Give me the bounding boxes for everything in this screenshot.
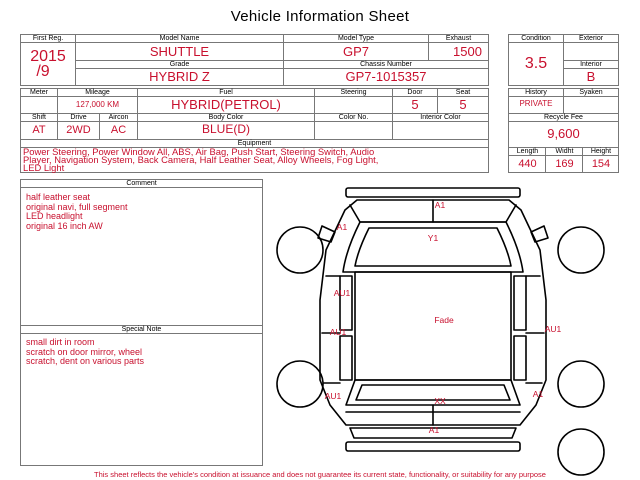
interior-color-label: Interior Color [420, 114, 461, 121]
special-note-line: small dirt in room [26, 337, 95, 347]
chassis-number: GP7-1015357 [345, 69, 427, 84]
door-label: Door [407, 89, 423, 96]
fuel-label: Fuel [219, 89, 233, 96]
equipment-line: Power Steering, Power Window All, ABS, Air Bag, Push Start, Steering Switch, Audio [23, 146, 375, 157]
drive: 2WD [66, 124, 91, 136]
shift-label: Shift [31, 114, 46, 121]
comment-line: original navi, full segment [26, 201, 128, 212]
drive-label: Drive [70, 114, 87, 121]
body-color-label: Body Color [208, 114, 244, 121]
equipment-line: Player, Navigation System, Back Camera, Half Leather Seat, Alloy Wheels, Fog Light, [23, 154, 379, 166]
exhaust: 1500 [453, 44, 482, 59]
mileage-label: Mileage [85, 89, 110, 96]
seat: 5 [459, 97, 467, 112]
exhaust-label: Exhaust [445, 35, 472, 42]
history-label: History [525, 89, 547, 96]
comment-line: half leather seat [26, 192, 91, 202]
comment-line: LED headlight [26, 211, 83, 221]
damage-mark: XX [434, 396, 446, 406]
length-label: Length [516, 148, 539, 155]
first-reg-year: 2015 [30, 48, 66, 65]
equipment-line: LED Light [23, 162, 65, 174]
recycle-label: Recycle Fee [544, 114, 583, 121]
model-name: SHUTTLE [149, 44, 210, 59]
condition-label: Condition [521, 35, 551, 42]
body-color: BLUE(D) [201, 122, 250, 136]
damage-mark: AU1 [329, 327, 347, 337]
aircon: AC [110, 124, 127, 136]
width-label: Widht [555, 148, 574, 155]
steering-label: Steering [340, 89, 367, 96]
damage-mark: Fade [434, 315, 454, 325]
damage-mark: Y1 [427, 233, 439, 243]
exterior-label: Exterior [578, 35, 604, 42]
sheet-title: Vehicle Information Sheet [230, 8, 410, 25]
damage-mark: A1 [532, 389, 544, 399]
damage-mark: AU1 [324, 391, 342, 401]
disclaimer-footer: This sheet reflects the vehicle's condition at issuance and does not guarantee its current state, functionality, or suitability for any purpose [94, 470, 546, 479]
seat-label: Seat [455, 89, 471, 96]
first-reg-month: /9 [36, 63, 50, 80]
equipment-label: Equipment [237, 140, 272, 147]
special-note-line: scratch on door mirror, wheel [26, 346, 143, 357]
comment-line: original 16 inch AW [26, 220, 103, 231]
grade-label: Grade [169, 61, 190, 68]
history: PRIVATE [519, 99, 553, 108]
width: 169 [555, 158, 574, 170]
chassis-label: Chassis Number [360, 61, 412, 68]
grade: HYBRID Z [149, 69, 210, 84]
syaken-label: Syaken [579, 89, 603, 96]
interior-grade: B [586, 69, 596, 84]
model-type-label: Model Type [337, 35, 375, 42]
meter-label: Meter [30, 89, 48, 96]
mileage: 127,000 KM [75, 100, 120, 109]
length: 440 [518, 158, 537, 170]
height: 154 [591, 158, 611, 170]
damage-mark: AU1 [333, 288, 351, 298]
damage-mark: A1 [428, 425, 440, 435]
model-type: GP7 [342, 44, 369, 59]
height-label: Height [590, 148, 612, 155]
model-name-label: Model Name [159, 35, 200, 42]
damage-mark: A1 [434, 200, 446, 210]
aircon-label: Aircon [108, 114, 129, 121]
interior-label: Interior [580, 61, 602, 68]
condition-grade: 3.5 [524, 55, 548, 72]
first-reg-label: First Reg. [32, 35, 64, 42]
comment-label: Comment [126, 180, 157, 187]
special-note-label: Special Note [121, 326, 162, 333]
fuel: HYBRID(PETROL) [171, 97, 281, 112]
recycle-fee: 9,600 [547, 126, 580, 141]
color-no-label: Color No. [338, 114, 369, 121]
damage-mark: AU1 [544, 324, 562, 334]
damage-mark: A1 [336, 222, 348, 232]
shift: AT [32, 124, 46, 136]
special-note-line: scratch, dent on various parts [26, 356, 145, 366]
door: 5 [411, 97, 419, 112]
